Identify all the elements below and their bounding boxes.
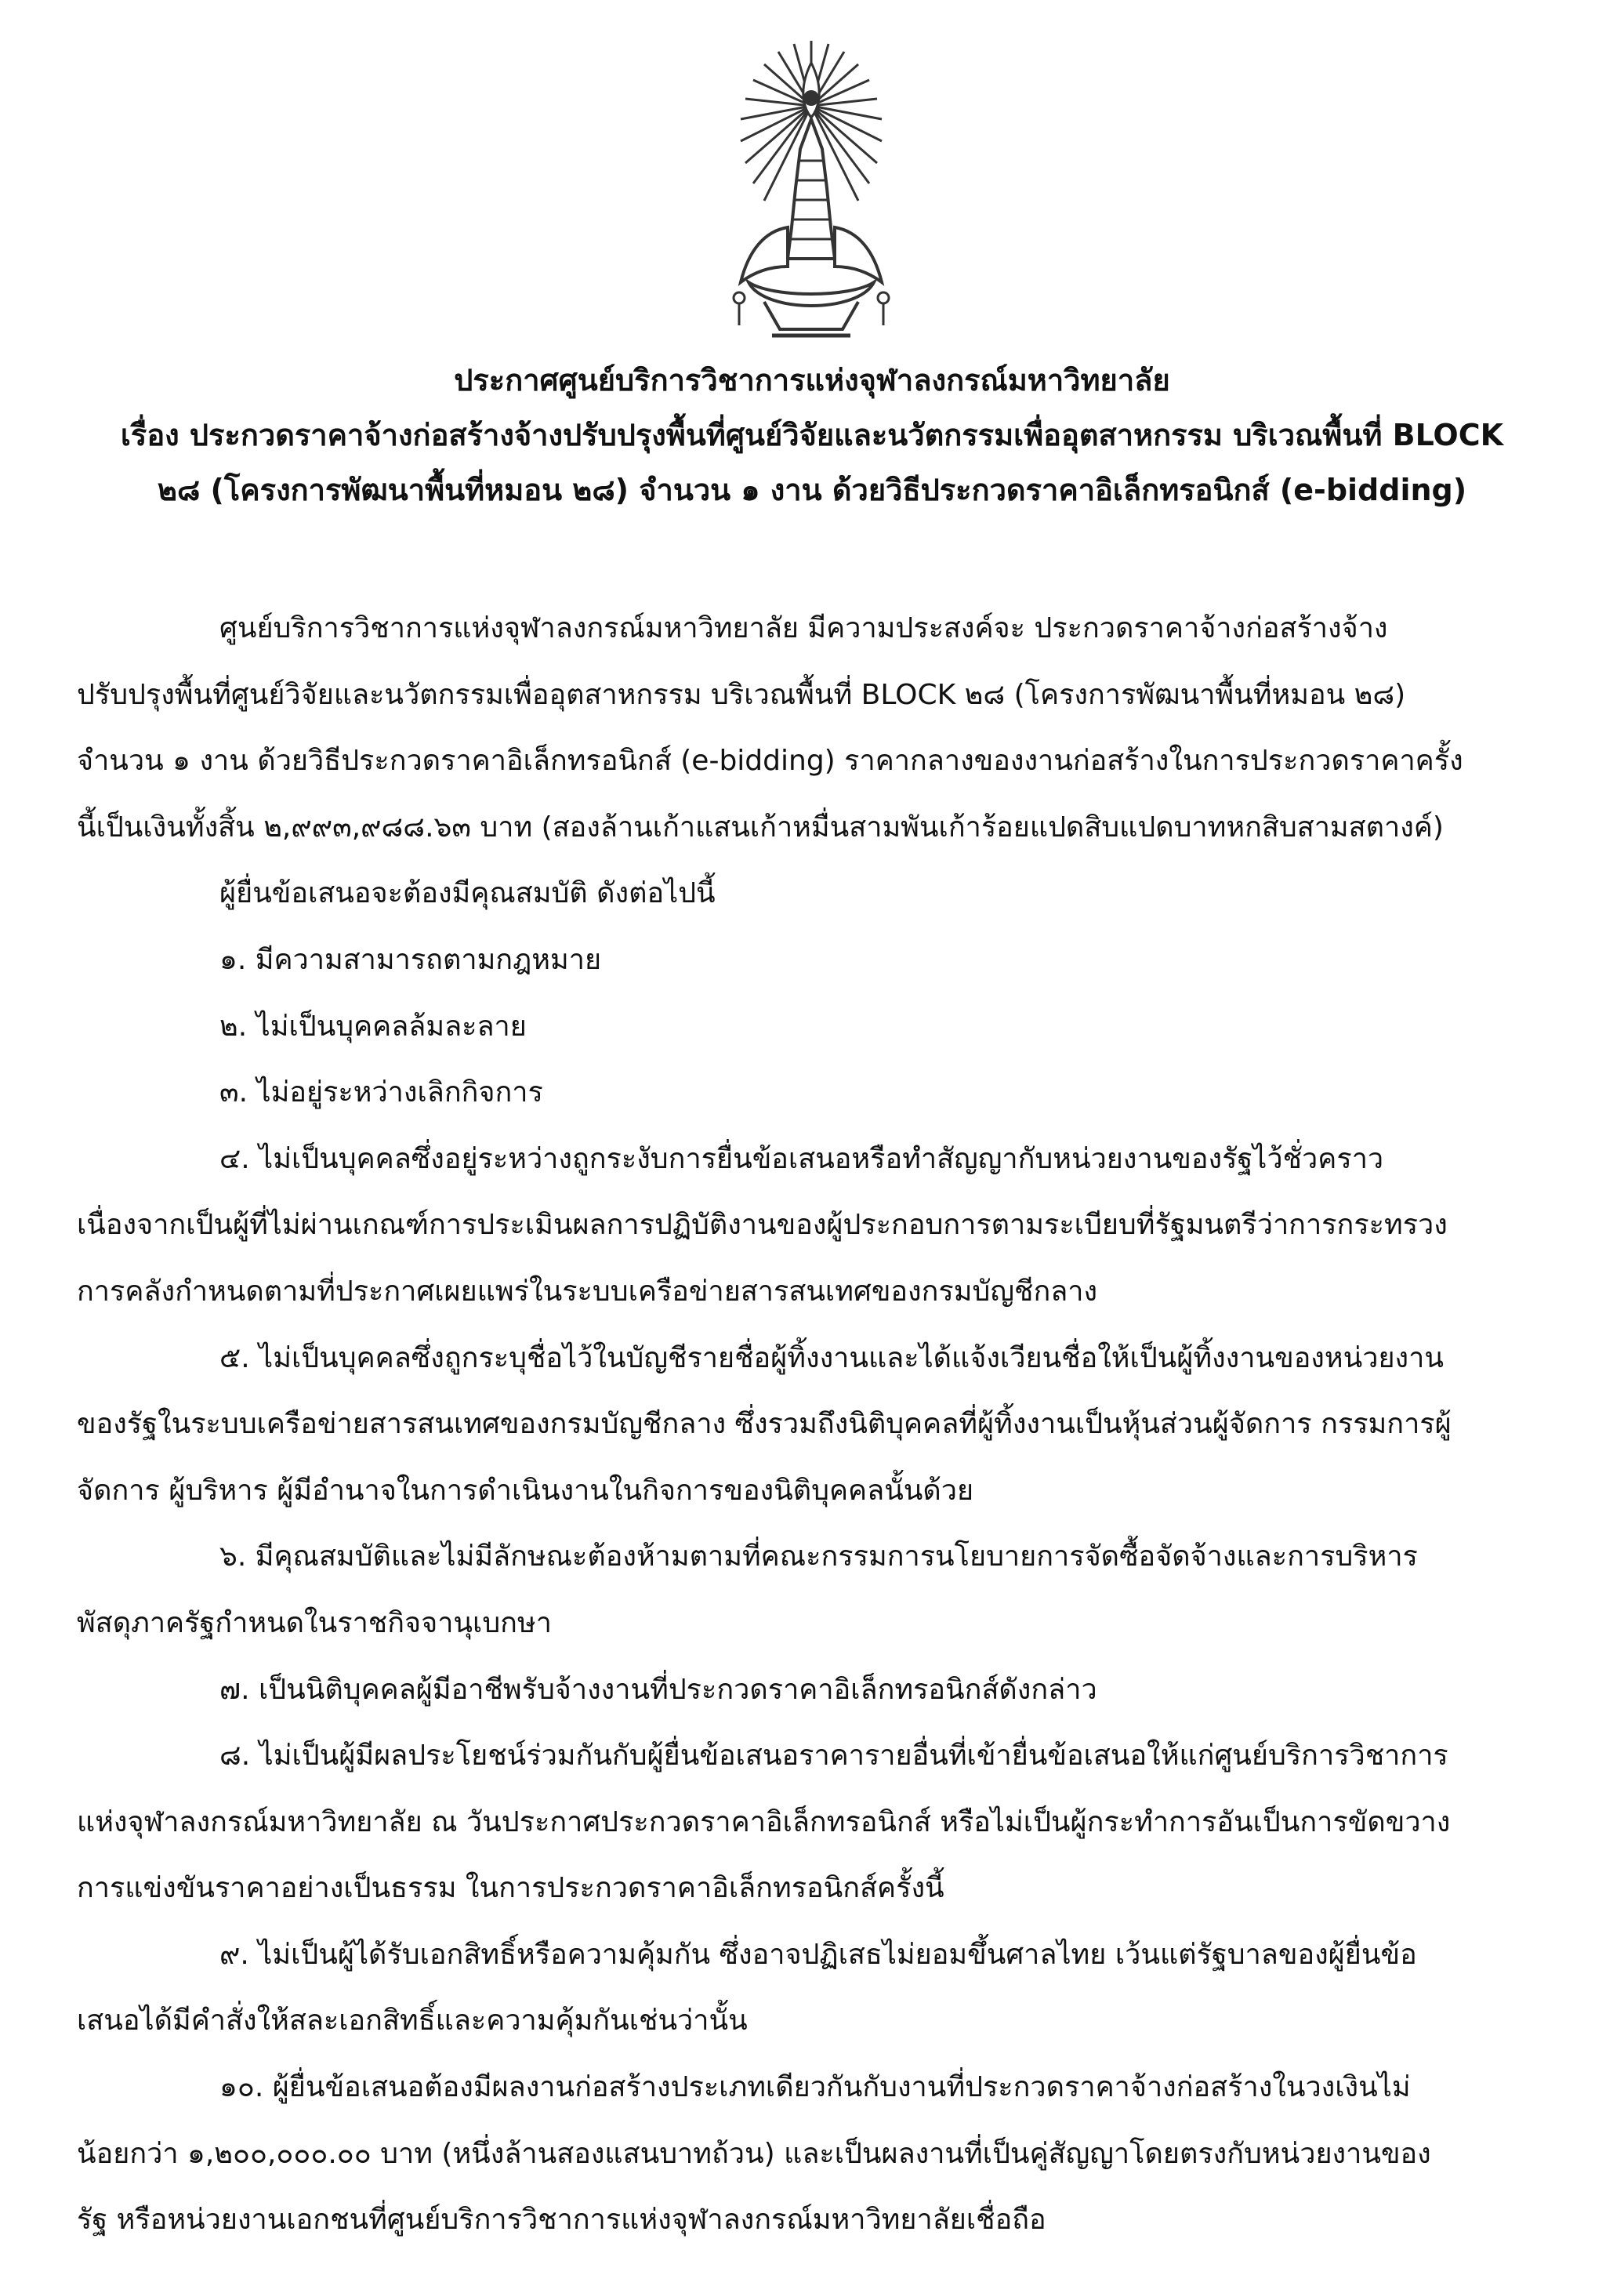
body-line: ๑๐. ผู้ยื่นข้อเสนอต้องมีผลงานก่อสร้างประเภทเดียวกันกับงานที่ประกวดราคาจ้างก่อสร้างในวงเงินไม่ (219, 2071, 1411, 2104)
body-line: ๕. ไม่เป็นบุคคลซึ่งถูกระบุชื่อไว้ในบัญชีรายชื่อผู้ทิ้งงานและได้แจ้งเวียนชื่อให้เป็นผู้ทิ้งงานของหน่วยงาน (219, 1341, 1444, 1374)
body-line: ๒. ไม่เป็นบุคคลล้มละลาย (219, 1010, 527, 1043)
body-line: พัสดุภาครัฐกำหนดในราชกิจจานุเบกษา (77, 1606, 552, 1639)
announcement-subject-line2: ๒๘ (โครงการพัฒนาพื้นที่หมอน ๒๘) จำนวน ๑ งาน ด้วยวิธีประกวดราคาอิเล็กทรอนิกส์ (e-bidding) (157, 473, 1467, 507)
body-line: นี้เป็นเงินทั้งสิ้น ๒,๙๙๓,๙๘๘.๖๓ บาท (สองล้านเก้าแสนเก้าหมื่นสามพันเก้าร้อยแปดสิบแปดบาทหกสิบสามสตางค์) (77, 811, 1444, 844)
body-line: ๖. มีคุณสมบัติและไม่มีลักษณะต้องห้ามตามที่คณะกรรมการนโยบายการจัดซื้อจัดจ้างและการบริหาร (219, 1540, 1418, 1573)
body-line: จำนวน ๑ งาน ด้วยวิธีประกวดราคาอิเล็กทรอนิกส์ (e-bidding) ราคากลางของงานก่อสร้างในการประกวดราคาครั้ง (77, 745, 1463, 778)
body-line: ผู้ยื่นข้อเสนอจะต้องมีคุณสมบัติ ดังต่อไปนี้ (219, 877, 716, 910)
body-line: ๓. ไม่อยู่ระหว่างเลิกกิจการ (219, 1076, 543, 1109)
body-line: เนื่องจากเป็นผู้ที่ไม่ผ่านเกณฑ์การประเมินผลการปฏิบัติงานของผู้ประกอบการตามระเบียบที่รัฐมนตรีว่าการกระทรวง (77, 1209, 1448, 1242)
chulalongkorn-emblem-icon (717, 31, 905, 345)
body-line: น้อยกว่า ๑,๒๐๐,๐๐๐.๐๐ บาท (หนึ่งล้านสองแสนบาทถ้วน) และเป็นผลงานที่เป็นคู่สัญญาโดยตรงกับหน่วยงานของ (77, 2137, 1431, 2170)
body-line: รัฐ หรือหน่วยงานเอกชนที่ศูนย์บริการวิชาการแห่งจุฬาลงกรณ์มหาวิทยาลัยเชื่อถือ (77, 2204, 1046, 2237)
body-line: การคลังกำหนดตามที่ประกาศเผยแพร่ในระบบเครือข่ายสารสนเทศของกรมบัญชีกลาง (77, 1275, 1098, 1308)
body-line: การแข่งขันราคาอย่างเป็นธรรม ในการประกวดราคาอิเล็กทรอนิกส์ครั้งนี้ (77, 1872, 944, 1905)
body-line: จัดการ ผู้บริหาร ผู้มีอำนาจในการดำเนินงานในกิจการของนิติบุคคลนั้นด้วย (77, 1474, 974, 1507)
body-line: แห่งจุฬาลงกรณ์มหาวิทยาลัย ณ วันประกาศประกวดราคาอิเล็กทรอนิกส์ หรือไม่เป็นผู้กระทำการอันเป็นการขัดขวาง (77, 1805, 1451, 1838)
announcement-header (63, 353, 1561, 517)
body-line: ๘. ไม่เป็นผู้มีผลประโยชน์ร่วมกันกับผู้ยื่นข้อเสนอราคารายอื่นที่เข้ายื่นข้อเสนอให้แก่ศูนย์บริการวิชาการ (219, 1740, 1448, 1772)
body-line: เสนอได้มีคำสั่งให้สละเอกสิทธิ์และความคุ้มกันเช่นว่านั้น (77, 2005, 748, 2037)
body-line: ๑. มีความสามารถตามกฎหมาย (219, 943, 602, 976)
announcement-body (77, 596, 1550, 2254)
body-line: ศูนย์บริการวิชาการแห่งจุฬาลงกรณ์มหาวิทยาลัย มีความประสงค์จะ ประกวดราคาจ้างก่อสร้างจ้าง (219, 612, 1388, 644)
body-line: ปรับปรุงพื้นที่ศูนย์วิจัยและนวัตกรรมเพื่ออุตสาหกรรม บริเวณพื้นที่ BLOCK ๒๘ (โครงการพัฒนาพื้นที่หมอน ๒๘) (77, 678, 1406, 711)
body-line: ๙. ไม่เป็นผู้ได้รับเอกสิทธิ์หรือความคุ้มกัน ซึ่งอาจปฏิเสธไม่ยอมขึ้นศาลไทย เว้นแต่รัฐบาลของผู้ยื่นข้อ (219, 1938, 1417, 1971)
body-line: ของรัฐในระบบเครือข่ายสารสนเทศของกรมบัญชีกลาง ซึ่งรวมถึงนิติบุคคลที่ผู้ทิ้งงานเป็นหุ้นส่วนผู้จัดการ กรรมการผู้ (77, 1408, 1452, 1441)
body-line: ๔. ไม่เป็นบุคคลซึ่งอยู่ระหว่างถูกระงับการยื่นข้อเสนอหรือทำสัญญากับหน่วยงานของรัฐไว้ชั่วคราว (219, 1142, 1384, 1175)
body-line: ๗. เป็นนิติบุคคลผู้มีอาชีพรับจ้างงานที่ประกวดราคาอิเล็กทรอนิกส์ดังกล่าว (219, 1673, 1097, 1706)
announcement-title: ประกาศศูนย์บริการวิชาการแห่งจุฬาลงกรณ์มหาวิทยาลัย (454, 363, 1170, 397)
announcement-subject-line1: เรื่อง ประกวดราคาจ้างก่อสร้างจ้างปรับปรุงพื้นที่ศูนย์วิจัยและนวัตกรรมเพื่ออุตสาหกรรม บริเวณพื้นที่ BLOCK (120, 418, 1504, 452)
